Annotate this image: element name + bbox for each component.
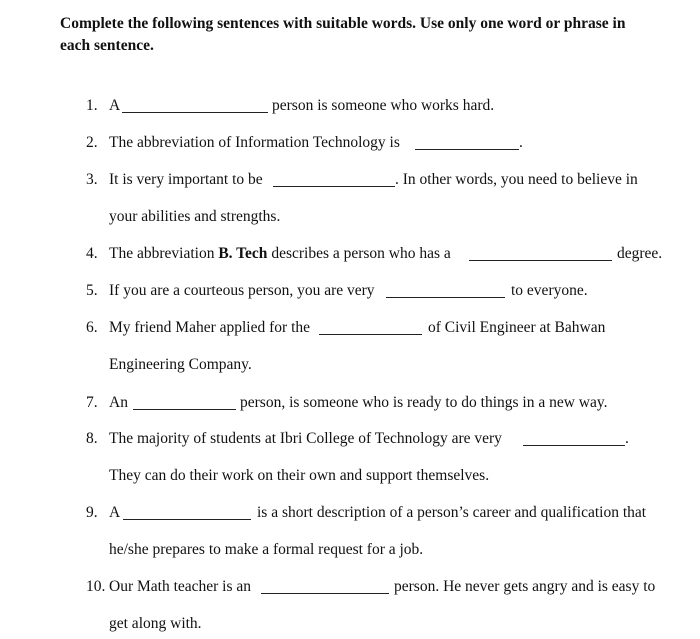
item-number: 8.	[86, 430, 98, 447]
answer-blank[interactable]	[133, 409, 236, 410]
item-text-before: A	[109, 504, 121, 521]
item-number: 7.	[86, 394, 98, 411]
item-text-after: person. He never gets angry and is easy to	[394, 578, 656, 595]
item-number: 6.	[86, 319, 98, 336]
item-number: 2.	[86, 134, 98, 151]
list-item-10-continuation: get along with.	[109, 615, 202, 632]
item-text-part-1: The abbreviation	[109, 245, 219, 262]
item-text-before: The majority of students at Ibri College of Technology are very	[109, 430, 502, 447]
answer-blank[interactable]	[469, 260, 612, 261]
list-item-6-continuation: Engineering Company.	[109, 356, 252, 373]
item-text-after: of Civil Engineer at Bahwan	[428, 319, 606, 336]
item-text-before: The abbreviation of Information Technology is	[109, 134, 400, 151]
answer-blank[interactable]	[319, 334, 422, 335]
instructions-line-2: each sentence.	[60, 37, 154, 54]
answer-blank[interactable]	[415, 149, 519, 150]
item-text-after: to everyone.	[511, 282, 588, 299]
item-text-before: It is very important to be	[109, 171, 263, 188]
item-text-after: .	[625, 430, 629, 447]
item-number: 9.	[86, 504, 98, 521]
item-text-before	[109, 244, 451, 264]
item-text-part-2: describes a person who has a	[267, 245, 451, 262]
list-item-3-continuation: your abilities and strengths.	[109, 208, 281, 225]
item-number: 1.	[86, 97, 98, 114]
item-text-after: is a short description of a person’s career and qualification that	[257, 504, 647, 521]
item-text-before: My friend Maher applied for the	[109, 319, 311, 336]
item-text-after: degree.	[617, 245, 663, 262]
instructions-line-1: Complete the following sentences with suitable words. Use only one word or phrase in	[60, 15, 626, 32]
item-number: 10.	[86, 578, 106, 595]
item-text-before: An	[109, 394, 128, 411]
item-text-after: .	[519, 134, 523, 151]
item-text-after: person, is someone who is ready to do things in a new way.	[240, 394, 608, 411]
answer-blank[interactable]	[386, 297, 505, 298]
item-number: 3.	[86, 171, 98, 188]
item-text-after: person is someone who works hard.	[272, 97, 495, 114]
list-item-8-continuation: They can do their work on their own and support themselves.	[109, 467, 490, 484]
answer-blank[interactable]	[261, 593, 389, 594]
answer-blank[interactable]	[122, 112, 268, 113]
item-text-bold: B. Tech	[218, 245, 268, 262]
list-item-9-continuation: he/she prepares to make a formal request for a job.	[109, 541, 424, 558]
item-number: 5.	[86, 282, 98, 299]
answer-blank[interactable]	[273, 186, 395, 187]
answer-blank[interactable]	[123, 519, 251, 520]
answer-blank[interactable]	[523, 445, 625, 446]
item-number: 4.	[86, 245, 98, 262]
item-text-before: Our Math teacher is an	[109, 578, 252, 595]
item-text-after: . In other words, you need to believe in	[395, 171, 638, 188]
item-text-before: A	[109, 97, 121, 114]
instructions	[60, 13, 660, 57]
item-text-before: If you are a courteous person, you are very	[109, 282, 375, 299]
